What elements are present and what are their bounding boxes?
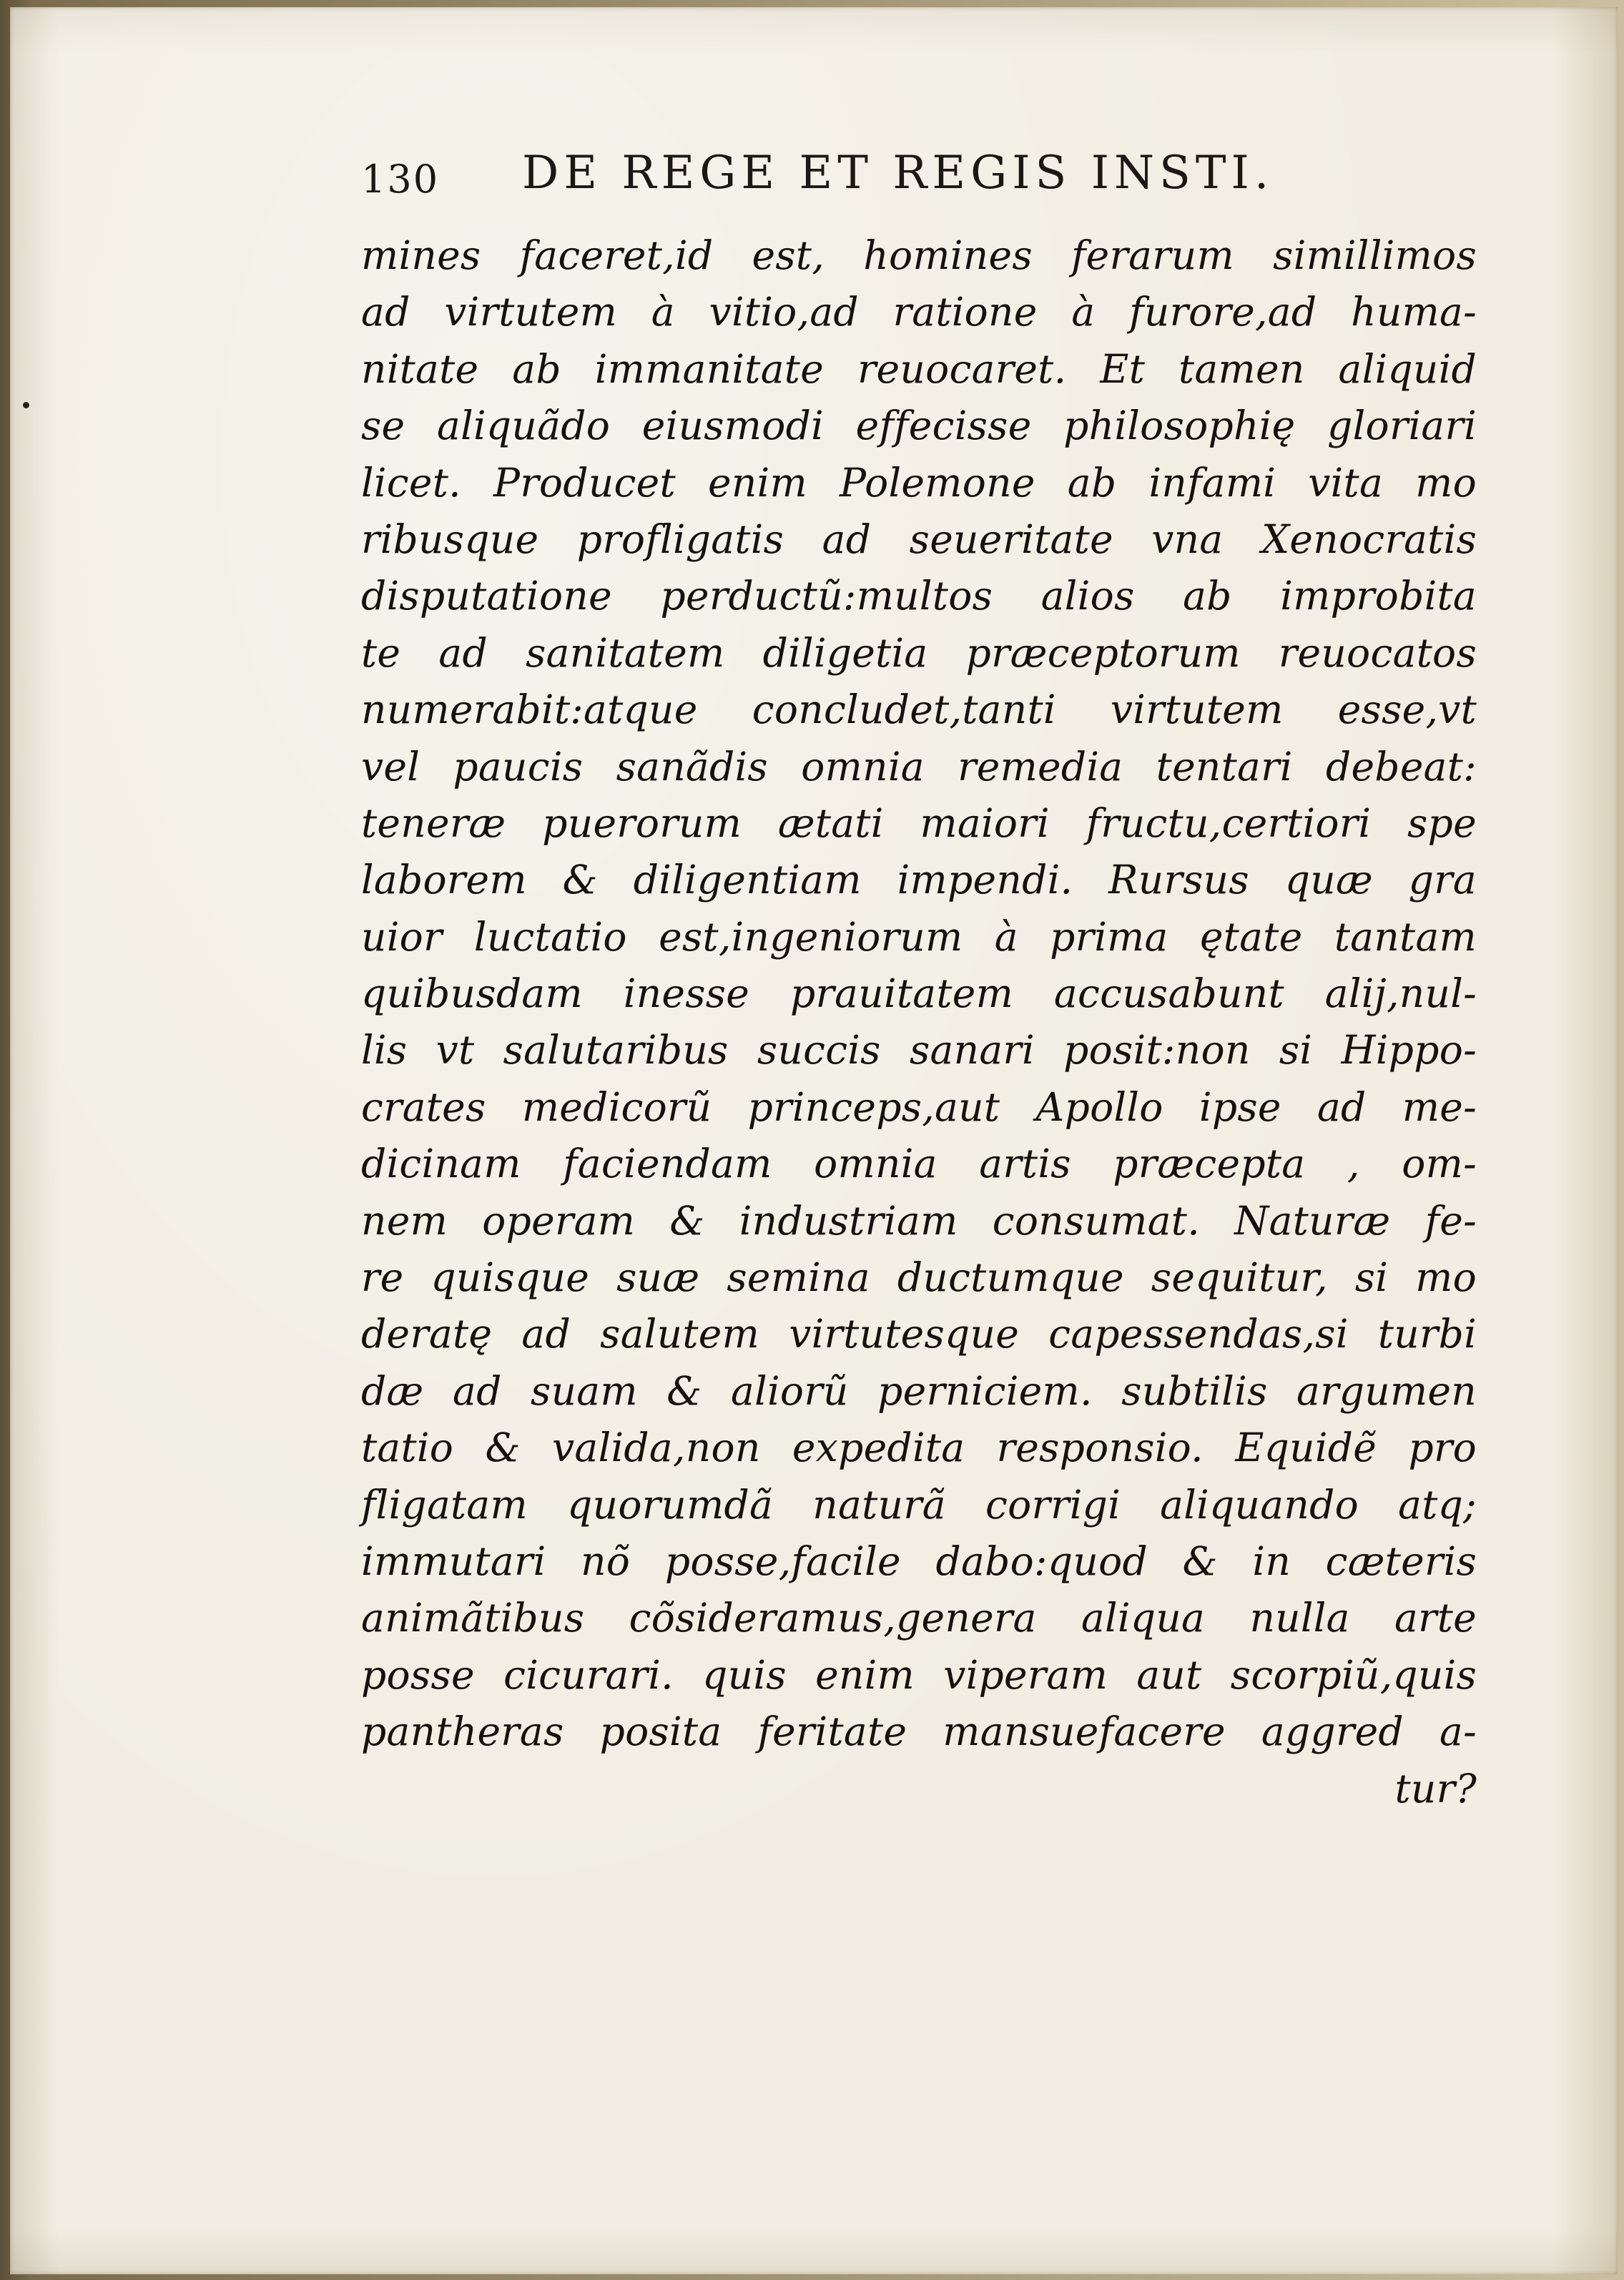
- text-line: deratę ad salutem virtutesque capessendas,si turbi: [361, 1311, 1477, 1357]
- page-header: [361, 147, 1477, 204]
- text-line: immutari nõ posse,facile dabo:quod & in cæteris: [361, 1538, 1477, 1584]
- text-line: lis vt salutaribus succis sanari posit:non si Hippo-: [361, 1027, 1477, 1073]
- text-line: disputatione perductũ:multos alios ab improbita: [361, 573, 1477, 619]
- text-line: laborem & diligentiam impendi. Rursus quæ gra: [361, 857, 1477, 903]
- body-text: [361, 227, 1477, 1817]
- ink-speck: [23, 402, 29, 408]
- text-line: vel paucis sanãdis omnia remedia tentari debeat:: [361, 743, 1477, 790]
- text-line: tatio & valida,non expedita responsio. Equidẽ pro: [361, 1425, 1477, 1471]
- text-line: licet. Producet enim Polemone ab infami vita mo: [361, 459, 1477, 506]
- text-line: nem operam & industriam consumat. Naturæ fe-: [361, 1197, 1477, 1244]
- text-line: dæ ad suam & aliorũ perniciem. subtilis argumen: [361, 1367, 1477, 1414]
- text-line: re quisque suæ semina ductumque sequitur, si mo: [361, 1254, 1477, 1301]
- text-line: animãtibus cõsideramus,genera aliqua nulla arte: [361, 1595, 1477, 1641]
- text-line: quibusdam inesse prauitatem accusabunt alij,nul-: [361, 971, 1477, 1017]
- text-line: fligatam quorumdã naturã corrigi aliquando atq;: [361, 1481, 1477, 1528]
- text-line: posse cicurari. quis enim viperam aut scorpiũ,quis: [361, 1651, 1477, 1698]
- running-title: DE REGE ET REGIS INSTI.: [522, 147, 1274, 200]
- page-number: 130: [361, 157, 440, 202]
- text-line: dicinam faciendam omnia artis præcepta , om-: [361, 1141, 1477, 1187]
- text-line: ribusque profligatis ad seueritate vna Xenocratis: [361, 516, 1477, 562]
- text-line: te ad sanitatem diligetia præceptorum reuocatos: [361, 629, 1477, 676]
- text-line: se aliquãdo eiusmodi effecisse philosophię gloriari: [361, 403, 1477, 449]
- text-line: mines faceret,id est, homines ferarum simillimos: [361, 232, 1477, 278]
- text-line: crates medicorũ princeps,aut Apollo ipse ad me-: [361, 1084, 1477, 1130]
- text-line: numerabit:atque concludet,tanti virtutem esse,vt: [361, 687, 1477, 733]
- text-line: pantheras posita feritate mansuefacere aggred a-: [361, 1709, 1477, 1755]
- text-line: teneræ puerorum ætati maiori fructu,certiori spe: [361, 800, 1477, 846]
- catchword-line: tur?: [1394, 1765, 1477, 1812]
- text-line: uior luctatio est,ingeniorum à prima ętate tantam: [361, 913, 1477, 960]
- text-line: nitate ab immanitate reuocaret. Et tamen aliquid: [361, 345, 1477, 392]
- text-line: ad virtutem à vitio,ad ratione à furore,ad huma-: [361, 289, 1477, 335]
